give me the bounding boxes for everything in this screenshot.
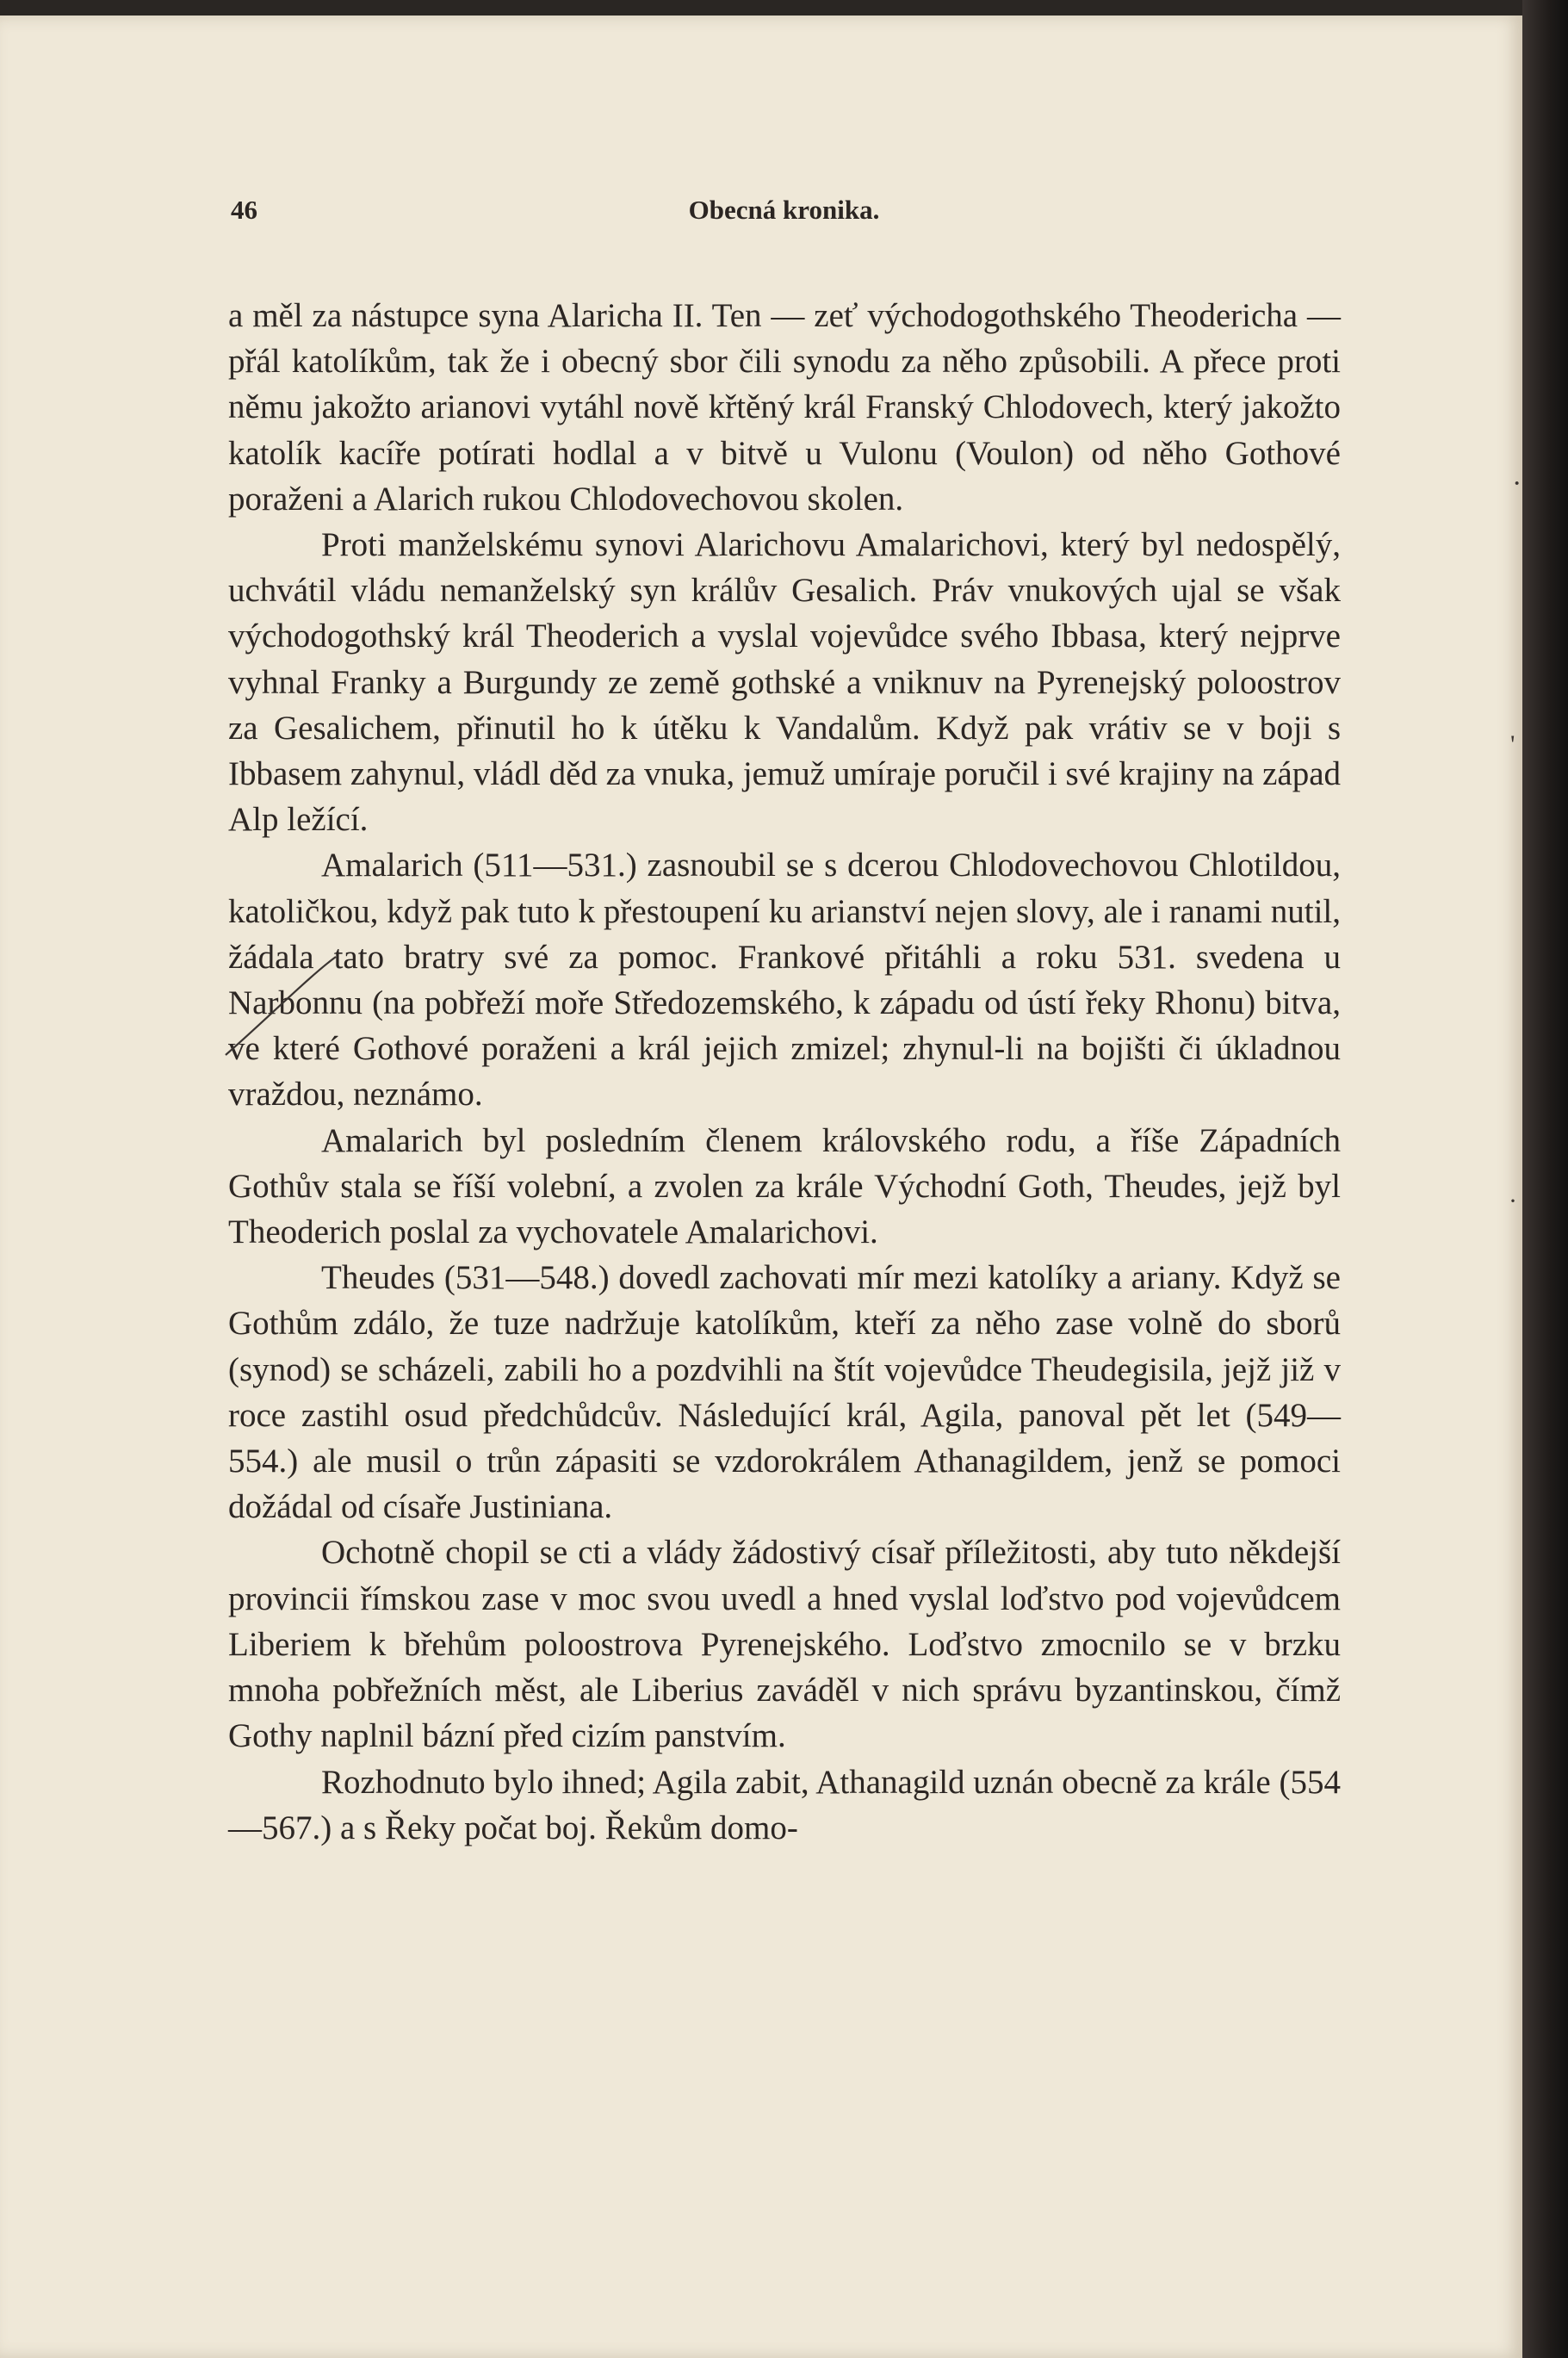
paragraph: Amalarich (511—531.) zasnoubil se s dcerou Chlodovechovou Chlotildou, katoličkou, když pak tuto k přestoupení ku arianství nejen slovy, ale i ranami nutil, žádala tato bratry své za pomoc. Frankové přitáhli a roku 531. svedena u Narbonnu (na pobřeží moře Středozemského, k západu od ústí řeky Rhonu) bitva, ve které Gothové poraženi a král jejich zmizel; zhynul-li na bojišti či úkladnou vraždou, neznámo. (228, 847, 1341, 1114)
paragraph: Amalarich byl posledním členem královského rodu, a říše Západních Gothův stala se říší volební, a zvolen za krále Východní Goth, Theudes, jejž byl Theoderich poslal za vychovatele Amalarichovi. (228, 1121, 1341, 1251)
pencil-mark-icon (215, 950, 344, 1062)
paragraph: Ochotně chopil se cti a vlády žádostivý císař příležitosti, aby tuto někdejší provincii římskou zase v moc svou uvedl a hned vyslal loďstvo pod vojevůdcem Liberiem k břehům poloostrova Pyrenejského. Loďstvo zmocnilo se v brzku mnoha pobřežních měst, ale Liberius zaváděl v nich správu byzantinskou, čímž Gothy naplnil bázní před cizím panstvím. (228, 1534, 1341, 1755)
paragraph: a měl za nástupce syna Alaricha II. Ten — zeť východogothského Theodericha — přál katolíkům, tak že i obecný sbor čili synodu za něho způsobili. A přece proti němu jakožto arianovi vytáhl nově křtěný král Franský Chlodovech, který jakožto katolík kacíře potírati hodlal a v bitvě u Vulonu (Voulon) od něho Gothové poraženi a Alarich rukou Chlodovechovou skolen. (228, 297, 1341, 518)
book-spine-shadow (1522, 0, 1568, 2358)
running-header (231, 195, 1337, 229)
paragraph: Proti manželskému synovi Alarichovu Amalarichovi, který byl nedospělý, uchvátil vládu nemanželský syn králův Gesalich. Práv vnukových ujal se však východogothský král Theoderich a vyslal vojevůdce svého Ibbasa, který nejprve vyhnal Franky a Burgundy ze země gothské a vniknuv na Pyrenejský poloostrov za Gesalichem, přinutil ho k útěku k Vandalům. Když pak vrátiv se v boji s Ibbasem zahynul, vládl děd za vnuka, jemuž umíraje poručil i své krajiny na západ Alp ležící. (228, 526, 1341, 839)
paragraph: Rozhodnuto bylo ihned; Agila zabit, Athanagild uznán obecně za krále (554—567.) a s Řeky počat boj. Řekům domo- (228, 1763, 1341, 1846)
running-title: Obecná kronika. (688, 195, 880, 225)
margin-tick-icon: ' (1510, 730, 1515, 759)
margin-tick-icon: · (1509, 1187, 1517, 1215)
page-number: 46 (231, 195, 257, 225)
margin-tick-icon: · (1512, 468, 1522, 500)
book-page (0, 16, 1522, 2358)
paragraph: Theudes (531—548.) dovedl zachovati mír mezi katolíky a ariany. Když se Gothům zdálo, že tuze nadržuje katolíkům, kteří za něho zase volně do sborů (synod) se scházeli, zabili ho a pozdvihli na štít vojevůdce Theudegisila, jejž již v roce zastihl osud předchůdcův. Následující král, Agila, panoval pět let (549—554.) ale musil o trůn zápasiti se vzdorokrálem Athanagildem, jenž se pomoci dožádal od císaře Justiniana. (228, 1259, 1341, 1526)
body-text (228, 293, 1341, 1851)
